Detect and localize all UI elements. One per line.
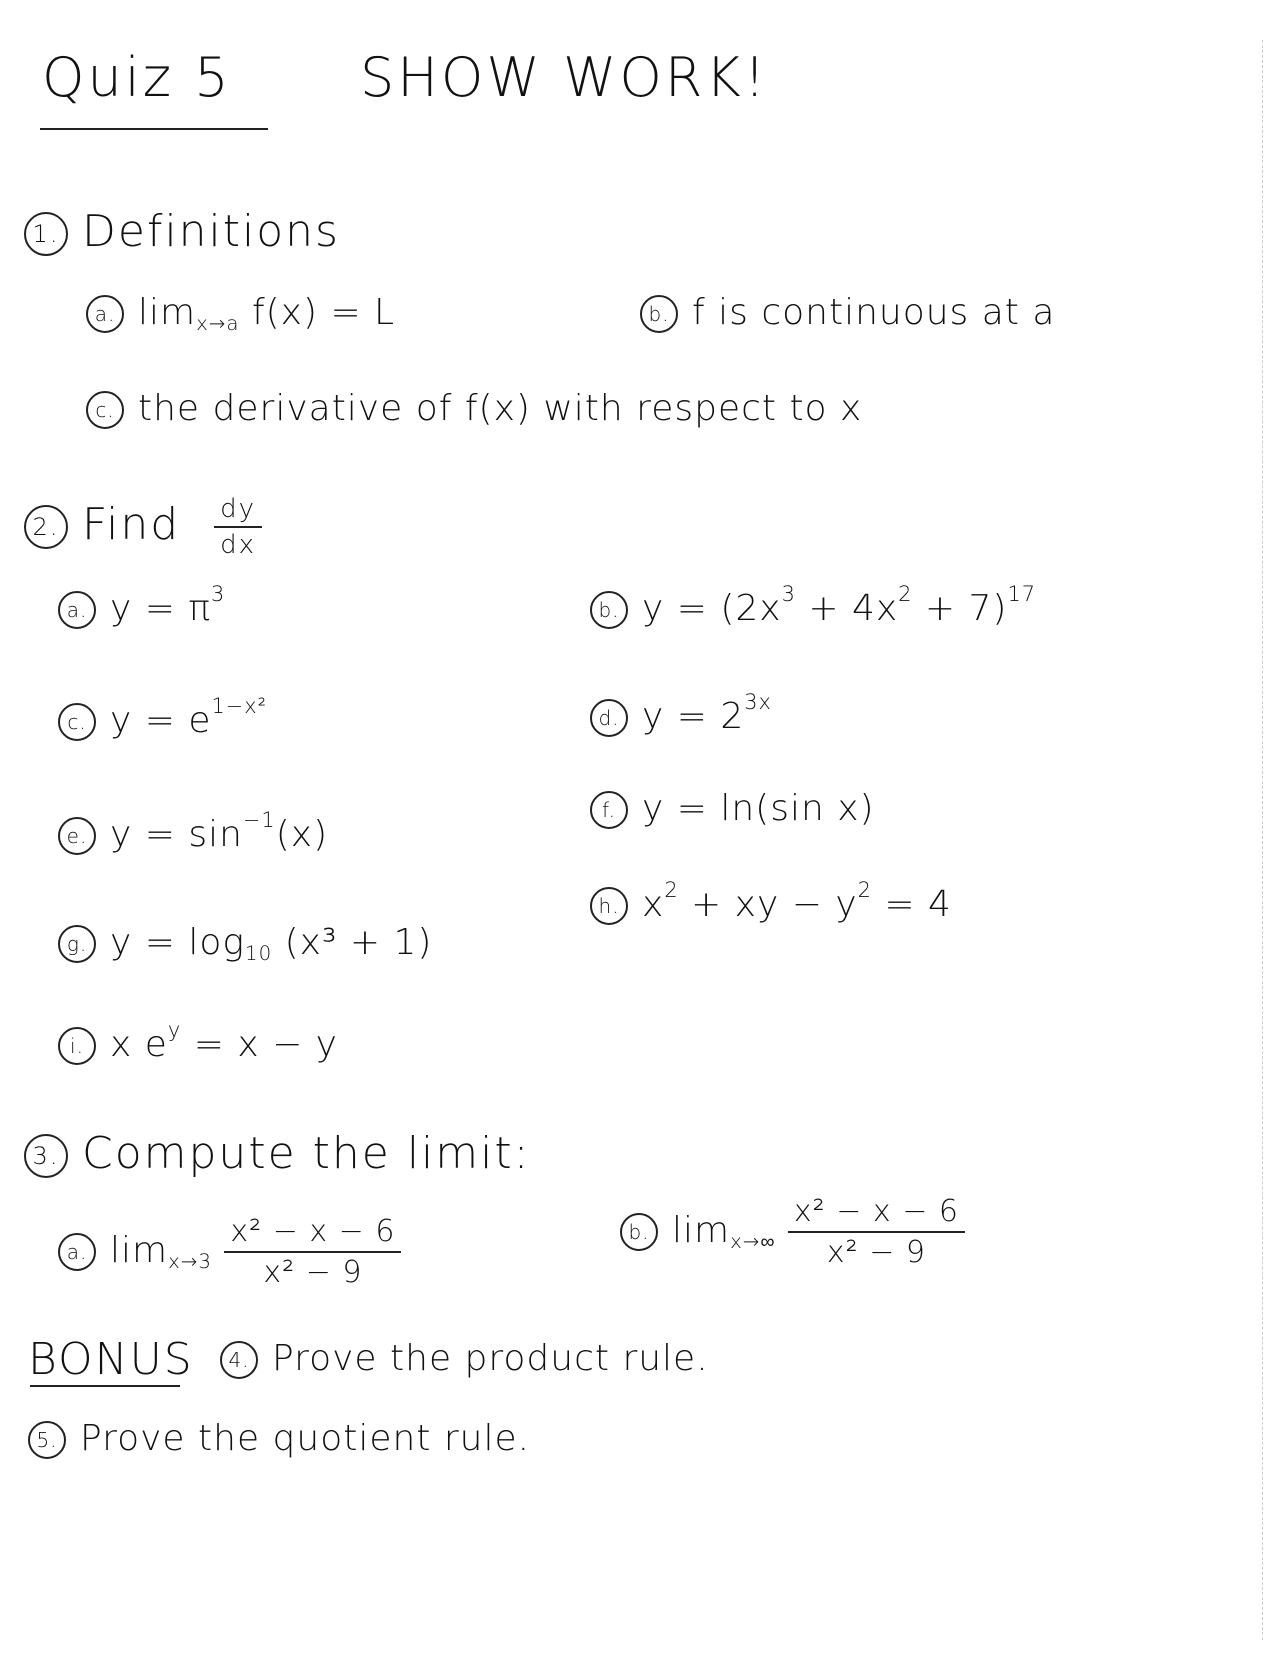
q3a-label: a. [58,1233,96,1271]
q3b-lim-sub: x→∞ [730,1229,776,1253]
q5-number: 5. [28,1421,66,1459]
q2i-label: i. [58,1027,96,1065]
q2d-exp: 3x [744,690,772,715]
q3b-denominator: x² − 9 [826,1235,926,1270]
quiz-title: Quiz 5 [42,46,232,109]
q2c-exp: 1−x² [211,694,268,719]
q3b-row [620,1194,965,1270]
title-underline [40,128,268,130]
q2b-end: + 7) [912,588,1008,629]
q2-dx: dx [220,530,257,560]
instruction-text: SHOW WORK! [360,46,769,109]
q2e-end: (x) [275,814,329,855]
page-edge-line [1262,40,1263,1640]
q2a-label: a. [58,591,96,629]
q4-row [220,1338,709,1379]
q2f-label: f. [590,791,628,829]
q1-heading-row [24,206,340,257]
q3a-row [58,1214,401,1290]
q3b-numerator: x² − x − 6 [788,1194,965,1233]
q1a-rest: f(x) = L [251,292,396,333]
q2g-label: g. [58,925,96,963]
q2-heading-row [24,494,262,560]
q2h-x: x [642,884,665,925]
q2h-row [590,878,952,925]
q2e-label: e. [58,817,96,855]
q1c-row [86,388,862,429]
q2b-row [590,582,1037,629]
q3b-lim: lim [672,1210,731,1251]
q2d-label: d. [590,699,628,737]
q2b-exp1: 3 [781,582,796,607]
q2e-base: y = sin [110,814,243,855]
q1-heading: Definitions [82,206,340,257]
q2g-base: y = log [110,922,245,963]
q2c-base: y = e [110,700,212,741]
q2f-text: y = ln(sin x) [642,788,875,829]
q2-dy: dy [214,494,262,528]
q2-dydx [214,494,262,560]
q1c-text: the derivative of f(x) with respect to x [138,388,863,429]
q1b-text: f is continuous at a [692,292,1056,333]
q2g-sub: 10 [245,941,273,965]
q2h-exp1: 2 [664,878,679,903]
q3a-denominator: x² − 9 [263,1255,363,1290]
q1a-row [86,292,395,333]
q2h-end: = 4 [871,884,952,925]
q1b-row [640,292,1055,333]
q3-number: 3. [24,1134,68,1178]
q2h-exp2: 2 [857,878,872,903]
q3b-fraction [788,1194,965,1270]
q3a-lim-sub: x→3 [168,1249,212,1273]
q2b-mid: + 4x [795,588,899,629]
q2g-end: (x³ + 1) [272,922,433,963]
q3-heading: Compute the limit: [82,1128,531,1179]
q3b-label: b. [620,1213,658,1251]
q2b-label: b. [590,591,628,629]
q2d-row [590,690,772,737]
q2b-exp2: 2 [898,582,913,607]
q2e-exp: −1 [242,808,276,833]
q2g-row [58,922,432,963]
bonus-underline [30,1385,180,1387]
q2i-row [58,1018,338,1065]
q1b-label: b. [640,295,678,333]
q2f-row [590,788,875,829]
q2d-base: y = 2 [642,696,745,737]
q2b-base: y = (2x [642,588,782,629]
q2i-x: x e [110,1024,168,1065]
q3a-fraction [224,1214,401,1290]
q5-text: Prove the quotient rule. [80,1418,531,1459]
q2a-row [58,582,226,629]
q2c-row [58,694,268,741]
bonus-label: BONUS [28,1334,194,1385]
q1c-label: c. [86,391,124,429]
q1a-lim-sub: x→a [196,311,240,335]
q3a-numerator: x² − x − 6 [224,1214,401,1253]
q2i-end: = x − y [181,1024,338,1065]
q4-number: 4. [220,1341,258,1379]
q2a-exp: 3 [211,582,226,607]
q4-text: Prove the product rule. [272,1338,709,1379]
q2a-base: y = π [110,588,212,629]
q2-heading: Find [82,499,181,550]
q2e-row [58,808,329,855]
q5-row [28,1418,530,1459]
q2-number: 2. [24,505,68,549]
q3-heading-row [24,1128,530,1179]
q2i-exp: y [167,1018,182,1043]
q2h-mid: + xy − y [678,884,858,925]
q1-number: 1. [24,212,68,256]
q1a-lim: lim [138,292,197,333]
q2h-label: h. [590,887,628,925]
q1a-label: a. [86,295,124,333]
q2b-exp3: 17 [1007,582,1037,607]
q2c-label: c. [58,703,96,741]
q3a-lim: lim [110,1230,169,1271]
